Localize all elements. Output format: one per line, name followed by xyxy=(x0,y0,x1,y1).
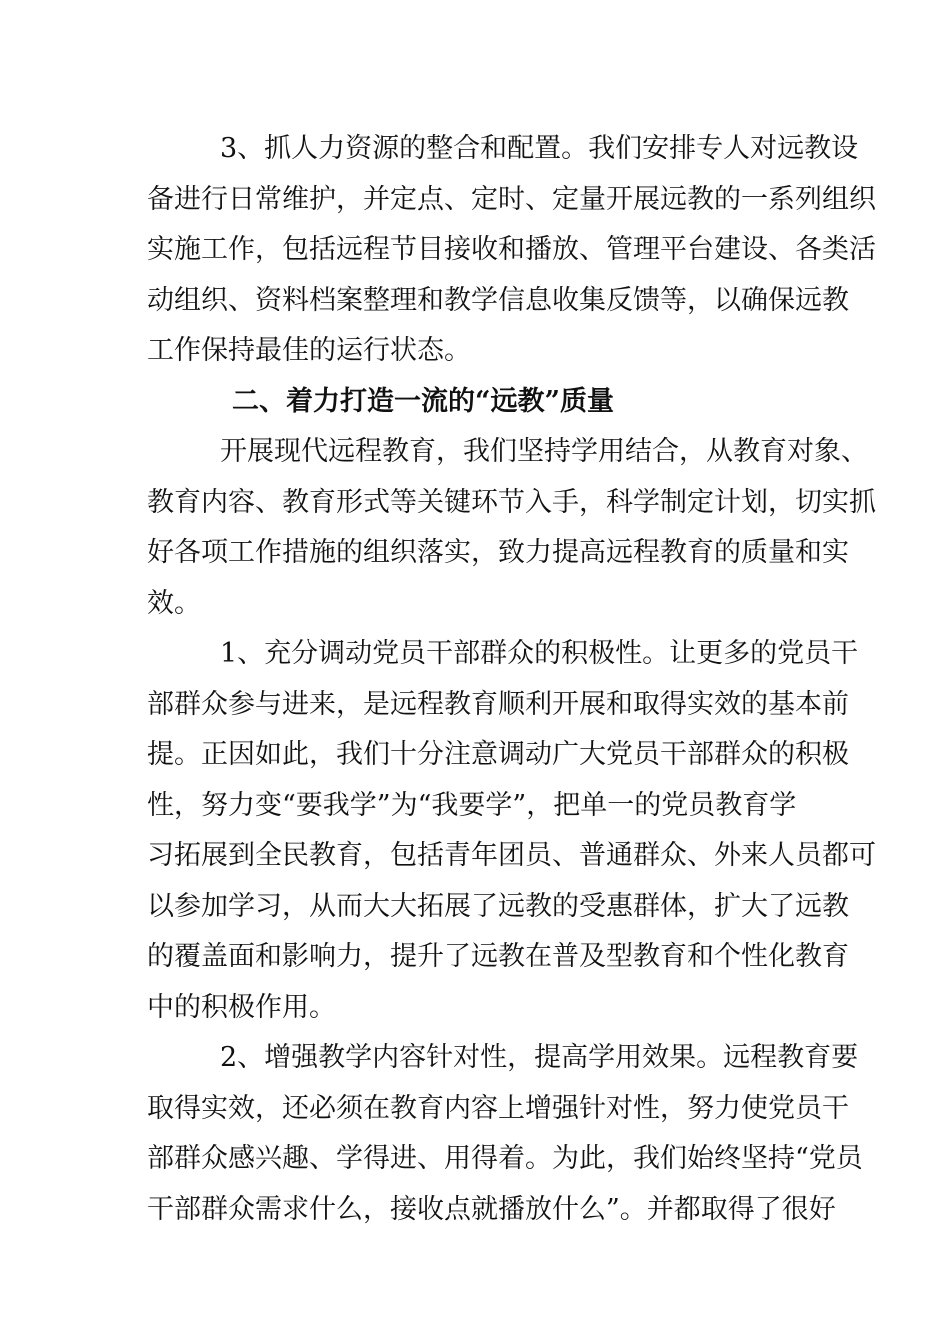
text-line: 提。正因如此，我们十分注意调动广大党员干部群众的积极 xyxy=(147,739,849,770)
text-line: 取得实效，还必须在教育内容上增强针对性，努力使党员干 xyxy=(147,1093,849,1124)
text-line: 部群众参与进来，是远程教育顺利开展和取得实效的基本前 xyxy=(147,689,849,720)
text-line: 部群众感兴趣、学得进、用得着。为此，我们始终坚持“党员 xyxy=(147,1143,863,1174)
section-heading: 二、着力打造一流的“远教”质量 xyxy=(232,386,615,417)
text-line: 实施工作，包括远程节目接收和播放、管理平台建设、各类活 xyxy=(147,234,876,265)
text-line: 2、增强教学内容针对性，提高学用效果。远程教育要 xyxy=(220,1042,859,1073)
text-line: 工作保持最佳的运行状态。 xyxy=(147,335,471,366)
text-line: 1、充分调动党员干部群众的积极性。让更多的党员干 xyxy=(220,638,859,669)
text-line: 习拓展到全民教育，包括青年团员、普通群众、外来人员都可 xyxy=(147,840,876,871)
text-line: 干部群众需求什么，接收点就播放什么”。并都取得了很好 xyxy=(147,1194,836,1225)
text-line: 教育内容、教育形式等关键环节入手，科学制定计划，切实抓 xyxy=(147,487,876,518)
text-line: 中的积极作用。 xyxy=(147,992,336,1023)
text-line: 3、抓人力资源的整合和配置。我们安排专人对远教设 xyxy=(220,133,859,164)
text-line: 效。 xyxy=(147,588,201,619)
text-line: 以参加学习，从而大大拓展了远教的受惠群体，扩大了远教 xyxy=(147,891,849,922)
text-line: 备进行日常维护，并定点、定时、定量开展远教的一系列组织 xyxy=(147,184,876,215)
text-line: 的覆盖面和影响力，提升了远教在普及型教育和个性化教育 xyxy=(147,941,849,972)
text-line: 性，努力变“要我学”为“我要学”，把单一的党员教育学 xyxy=(147,790,797,821)
text-line: 动组织、资料档案整理和教学信息收集反馈等，以确保远教 xyxy=(147,285,849,316)
text-line: 好各项工作措施的组织落实，致力提高远程教育的质量和实 xyxy=(147,537,849,568)
text-line: 开展现代远程教育，我们坚持学用结合，从教育对象、 xyxy=(220,436,868,467)
